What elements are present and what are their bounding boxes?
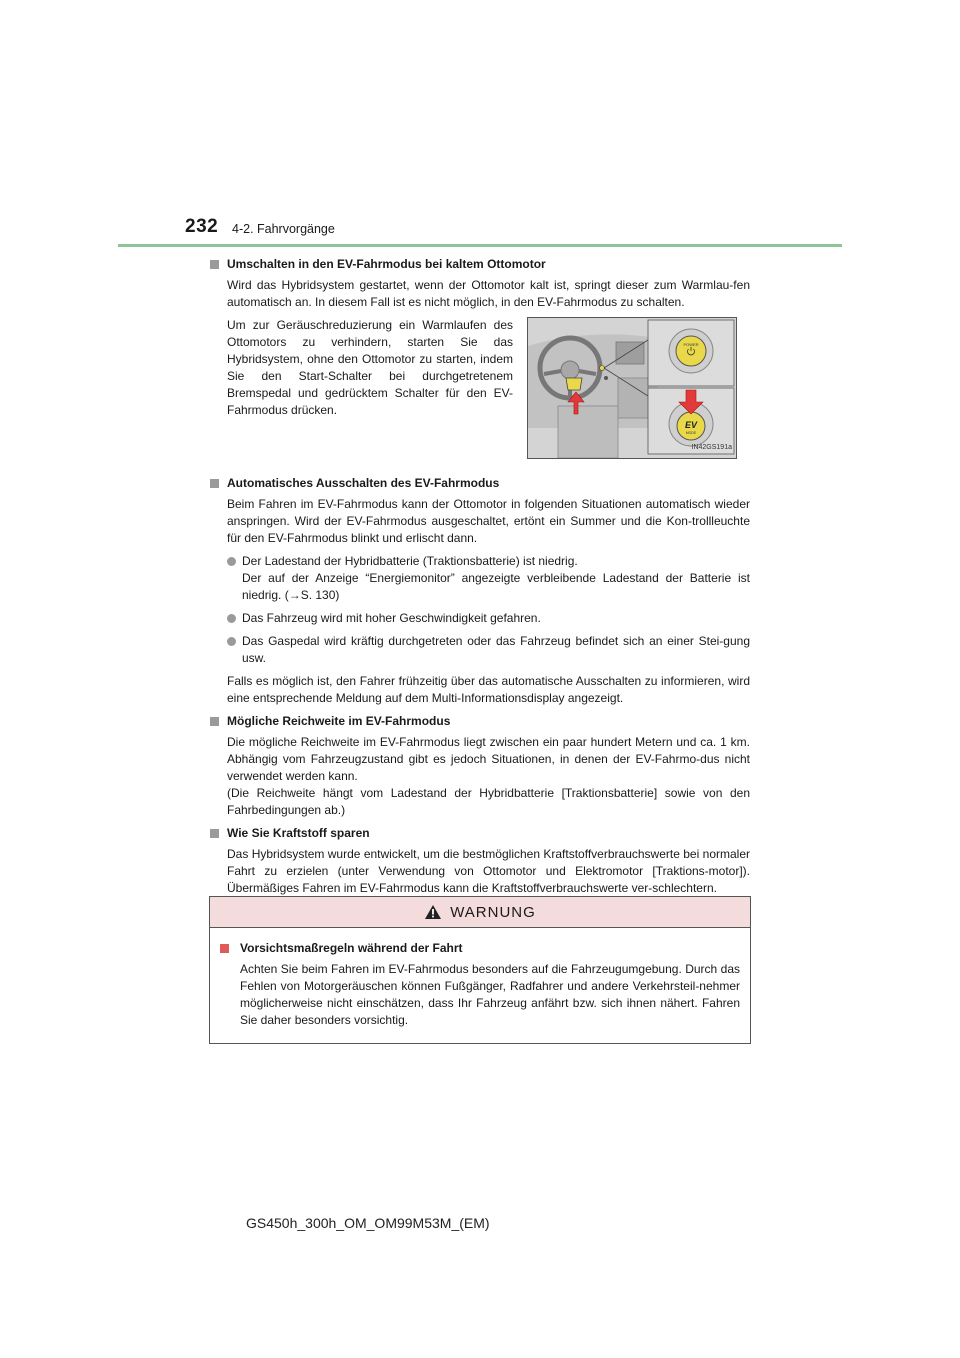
warning-box — [209, 896, 751, 1044]
dashboard-illustration — [527, 317, 737, 459]
warning-header — [210, 897, 750, 928]
square-bullet-icon — [210, 479, 219, 488]
main-content — [210, 256, 750, 897]
power-button-label: POWER — [683, 342, 699, 347]
warning-title: WARNUNG — [450, 903, 536, 921]
warning-triangle-icon — [424, 904, 442, 920]
section-title: 4-2. Fahrvorgänge — [232, 222, 335, 236]
paragraph: Das Hybridsystem wurde entwickelt, um die bestmöglichen Kraftstoffverbrauchswerte bei normaler Fahrt zu erzielen (unter Verwendung von Ottomotor und Elektromotor [Traktions-motor]). Übermäßiges Fahren im EV-Fahrmodus kann die Kraftstoffverbrauchswerte ver-schlechtern. — [227, 847, 750, 895]
section-heading: Mögliche Reichweite im EV-Fahrmodus — [210, 713, 750, 730]
header-rule — [118, 244, 842, 247]
ev-button-label: EV — [684, 420, 698, 430]
circle-bullet-icon — [227, 557, 236, 566]
paragraph: Wird das Hybridsystem gestartet, wenn der Ottomotor kalt ist, springt dieser zum Warmlau-fen automatisch an. In diesem Fall ist es nicht möglich, in den EV-Fahrmodus zu schalten. — [227, 278, 750, 309]
paragraph: Die mögliche Reichweite im EV-Fahrmodus liegt zwischen ein paar hundert Metern und ca. 1 km. Abhängig vom Fahrzeugzustand gibt es jedoch Situationen, in denen der EV-Fahrmo-dus nicht verwendet werden kann. — [227, 735, 750, 783]
paragraph: Beim Fahren im EV-Fahrmodus kann der Ottomotor in folgenden Situationen automatisch wieder anspringen. Wird der EV-Fahrmodus ausgeschaltet, ertönt ein Summer und die Kon-trollleuchte für den EV-Fahrmodus blinkt und erlischt dann. — [227, 497, 750, 545]
paragraph: Falls es möglich ist, den Fahrer frühzeitig über das automatische Ausschalten zu informieren, wird eine entsprechende Meldung auf dem Multi-Informationsdisplay angezeigt. — [227, 674, 750, 705]
section-heading: Umschalten in den EV-Fahrmodus bei kaltem Ottomotor — [210, 256, 750, 273]
warning-body — [210, 928, 750, 1029]
circle-bullet-icon — [227, 637, 236, 646]
section-heading: Wie Sie Kraftstoff sparen — [210, 825, 750, 842]
dashboard-drawing — [528, 318, 736, 458]
circle-bullet-icon — [227, 614, 236, 623]
ev-button-sublabel: MODE — [685, 431, 697, 435]
list-item: Das Gaspedal wird kräftig durchgetreten oder das Fahrzeug befindet sich an einer Stei-gung usw. — [210, 633, 750, 667]
figure-text: Um zur Geräuschreduzierung ein Warmlaufen des Ottomotors zu verhindern, starten Sie das Hybridsystem, ohne den Ottomotor zu starten, indem Sie den Start-Schalter bei durchgetretenem Bremspedal und gedrücktem Schalter für den EV-Fahrmodus drücken. — [227, 318, 513, 417]
footer-doc-id: GS450h_300h_OM_OM99M53M_(EM) — [246, 1215, 490, 1231]
figure-code: IN42GS191a — [691, 444, 732, 451]
warning-heading: Vorsichtsmaßregeln während der Fahrt — [220, 940, 740, 957]
square-bullet-icon — [220, 944, 229, 953]
list-item: Das Fahrzeug wird mit hoher Geschwindigkeit gefahren. — [210, 610, 750, 627]
page-number: 232 — [185, 216, 219, 237]
square-bullet-icon — [210, 829, 219, 838]
warning-text: Achten Sie beim Fahren im EV-Fahrmodus besonders auf die Fahrzeugumgebung. Durch das Fehlen von Motorgeräuschen können Fußgänger, Radfahrer und andere Verkehrsteil-nehmer möglicherweise nicht einschätzen, dass Ihr Fahrzeug anfährt bzw. sich ihnen nähert. Fahren Sie daher besonders vorsichtig. — [240, 962, 740, 1027]
square-bullet-icon — [210, 260, 219, 269]
figure-row — [210, 317, 750, 459]
paragraph: (Die Reichweite hängt vom Ladestand der Hybridbatterie [Traktionsbatterie] sowie von den Fahrbedingungen ab.) — [227, 786, 750, 817]
list-item: Der Ladestand der Hybridbatterie (Traktionsbatterie) ist niedrig. Der auf der Anzeige “Energiemonitor” angezeigte verbleibende Ladestand der Batterie ist niedrig. (→S. 130) — [210, 553, 750, 604]
section-heading: Automatisches Ausschalten des EV-Fahrmodus — [210, 475, 750, 492]
square-bullet-icon — [210, 717, 219, 726]
